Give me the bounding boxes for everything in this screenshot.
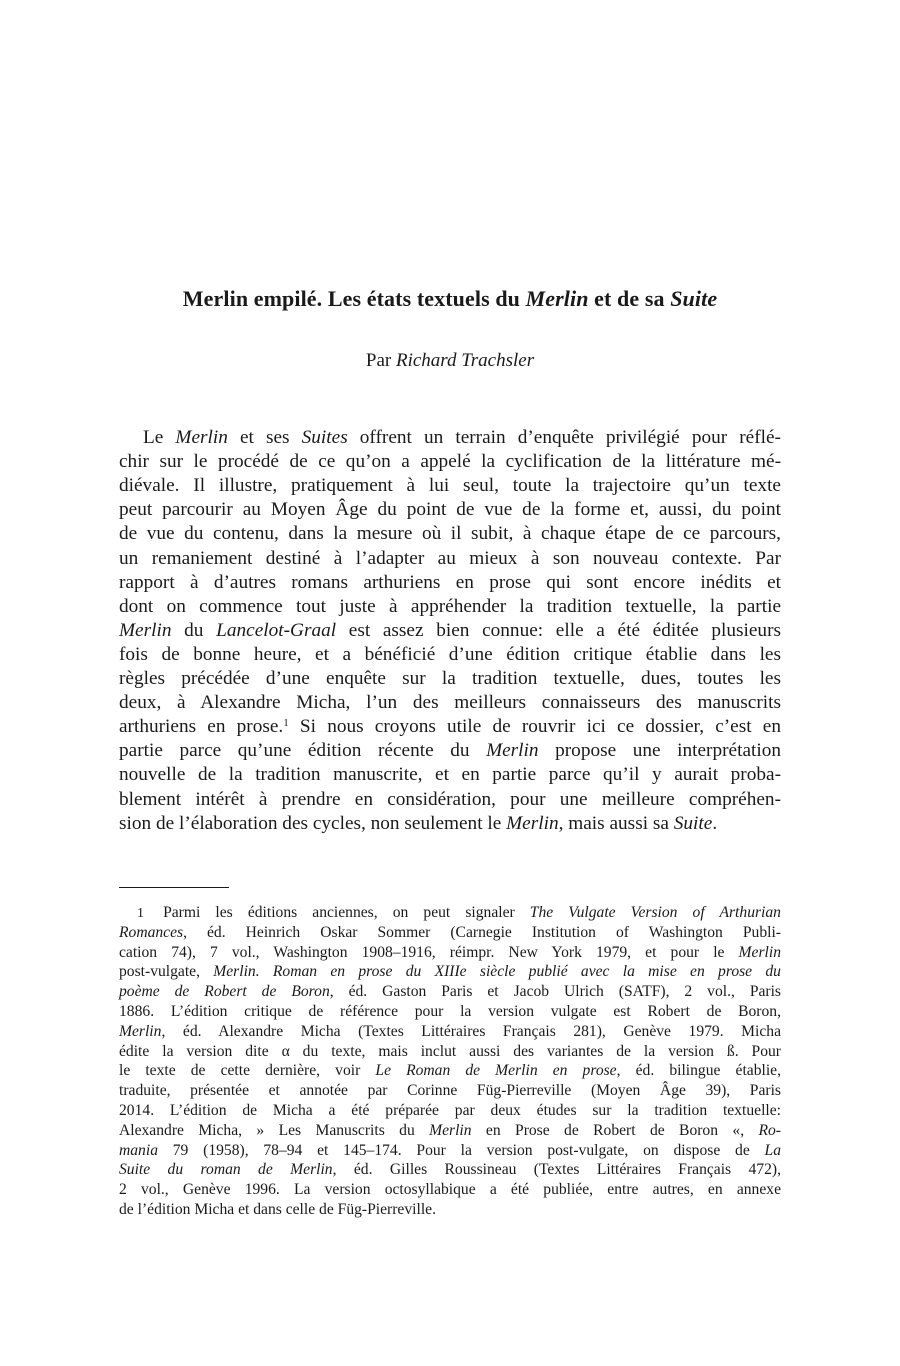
footnote-line (119, 1200, 781, 1220)
title-part-2: et de sa (588, 286, 671, 311)
footnote-line (119, 923, 781, 943)
italic-text: La (764, 1141, 781, 1159)
text-run: Alexandre Micha, » Les Manuscrits du (119, 1121, 430, 1139)
byline-prefix: Par (365, 350, 396, 371)
footnote-reference: 1 (283, 717, 289, 730)
footnote-line (119, 1180, 781, 1200)
italic-text: Lancelot-Graal (216, 619, 337, 641)
text-run: Le (143, 427, 176, 448)
article-title (0, 286, 900, 312)
italic-text: Le Roman de Merlin en prose (375, 1062, 617, 1080)
title-part-1: Merlin empilé. Les états textuels du (182, 286, 526, 311)
footnote-number: 1 (137, 906, 144, 921)
footnote-separator (119, 887, 229, 888)
body-line (119, 498, 781, 522)
italic-text: Merlin (506, 812, 559, 834)
body-line (119, 547, 781, 571)
body-line (119, 522, 781, 546)
text-run: règles précédée d’une enquête sur la tradition textuelle, dues, toutes les (119, 668, 781, 689)
italic-text: Suite (673, 812, 713, 834)
body-line (119, 571, 781, 595)
body-line (119, 812, 781, 836)
italic-text: Suites (301, 427, 348, 448)
footnote-line (119, 1022, 781, 1042)
body-line (143, 426, 781, 450)
text-run: Parmi les éditions anciennes, on peut signaler (148, 904, 530, 921)
body-line (119, 739, 781, 763)
footnote-line (119, 1042, 781, 1062)
italic-text: Merlin (486, 740, 539, 762)
body-line (119, 474, 781, 498)
text-run: 79 (1958), 78–94 et 145–174. Pour la version post-vulgate, on dispose de (157, 1141, 765, 1159)
text-run: de vue du contenu, dans la mesure où il subit, à chaque étape de ce parcours, (119, 523, 781, 545)
italic-text: Merlin (429, 1121, 472, 1139)
text-run: et ses (227, 427, 302, 448)
body-line (119, 667, 781, 691)
footnote-line (119, 1141, 781, 1161)
body-line (119, 691, 781, 715)
italic-text: poème de Robert de Boron (119, 983, 330, 1001)
text-run: peut parcourir au Moyen Âge du point de vue de la forme et, aussi, du point (119, 499, 781, 521)
text-run: en Prose de Robert de Boron «, (471, 1121, 759, 1139)
text-run: diévale. Il illustre, pratiquement à lui seul, toute la trajectoire qu’un texte (119, 475, 781, 497)
text-run: de l’édition Micha et dans celle de Füg-Pierreville. (119, 1201, 436, 1218)
text-run: un remaniement destiné à l’adapter au mieux à son nouveau contexte. Par (119, 547, 781, 569)
footnote-line (119, 1002, 781, 1022)
text-run: Si nous croyons utile de rouvrir ici ce dossier, c’est en (288, 716, 781, 738)
text-run: , mais aussi sa (558, 812, 674, 834)
footnote-line (119, 1101, 781, 1121)
italic-text: Ro- (758, 1121, 781, 1139)
text-run: , éd. Alexandre Micha (Textes Littéraires Français 281), Genève 1979. Micha (161, 1022, 781, 1040)
text-run: . (712, 812, 718, 834)
body-line (119, 643, 781, 667)
text-run: chir sur le procédé de ce qu’on a appelé la cyclification de la littérature mé- (119, 451, 781, 473)
text-run: 1886. L’édition critique de référence pour la version vulgate est Robert de Boron, (119, 1003, 781, 1020)
text-run: offrent un terrain d’enquête privilégié pour réflé- (347, 427, 781, 448)
text-run: fois de bonne heure, et a bénéficié d’une édition critique établie dans les (119, 643, 781, 665)
text-run: le texte de cette dernière, voir (119, 1062, 376, 1080)
body-line (119, 619, 781, 643)
footnote-line (119, 1061, 781, 1081)
text-run: propose une interprétation (538, 740, 781, 762)
text-run: 2 vol., Genève 1996. La version octosyllabique a été publiée, entre autres, en annexe (119, 1181, 781, 1199)
text-run: sion de l’élaboration des cycles, non seulement le (119, 812, 507, 834)
text-run: , éd. Heinrich Oskar Sommer (Carnegie Institution of Washington Publi- (183, 923, 781, 941)
text-run: dont on commence tout juste à appréhender la tradition textuelle, la partie (119, 595, 781, 617)
italic-text: mania (119, 1141, 158, 1159)
footnote-line (119, 1121, 781, 1141)
text-run: édite la version dite α du texte, mais inclut aussi des variantes de la version ß. Pour (119, 1042, 781, 1060)
text-run: deux, à Alexandre Micha, l’un des meilleurs connaisseurs des manuscrits (119, 692, 781, 714)
text-run: , éd. Gilles Roussineau (Textes Littéraires Français 472), (332, 1161, 781, 1179)
text-run: post-vulgate, (119, 963, 214, 981)
footnote-line (119, 1081, 781, 1101)
footnote-line (119, 1160, 781, 1180)
italic-text: Merlin (175, 427, 228, 448)
text-run: , éd. bilingue établie, (616, 1062, 781, 1080)
italic-text: Romances (119, 923, 184, 941)
author-name: Richard Trachsler (395, 350, 535, 371)
text-run: nouvelle de la tradition manuscrite, et en partie parce qu’il y aurait proba- (119, 764, 781, 786)
footnote-line (119, 982, 781, 1002)
italic-text: Merlin (119, 1022, 162, 1040)
text-run: est assez bien connue: elle a été éditée plusieurs (336, 619, 782, 641)
text-run: blement intérêt à prendre en considération, pour une meilleure compréhen- (119, 788, 781, 810)
body-line (119, 715, 781, 739)
title-italic-merlin: Merlin (525, 286, 589, 311)
text-run: cation 74), 7 vol., Washington 1908–1916, réimpr. New York 1979, et pour le (119, 943, 739, 961)
body-line (119, 450, 781, 474)
italic-text: Merlin (119, 619, 172, 641)
text-run: partie parce qu’une édition récente du (119, 740, 487, 762)
text-run: du (171, 619, 217, 641)
italic-text: Merlin (738, 943, 781, 961)
text-run: , éd. Gaston Paris et Jacob Ulrich (SATF), 2 vol., Paris (329, 983, 782, 1001)
body-line (119, 595, 781, 619)
title-italic-suite: Suite (670, 286, 718, 311)
footnote-line (119, 943, 781, 963)
italic-text: Suite du roman de Merlin (119, 1161, 333, 1179)
footnote-line (137, 903, 781, 923)
italic-text: The Vulgate Version of Arthurian (529, 904, 781, 921)
footnote-line (119, 962, 781, 982)
author-byline (0, 350, 900, 372)
body-line (119, 763, 781, 787)
text-run: traduite, présentée et annotée par Corinne Füg-Pierreville (Moyen Âge 39), Paris (119, 1082, 781, 1100)
text-run: 2014. L’édition de Micha a été préparée par deux études sur la tradition textuelle: (119, 1102, 781, 1119)
text-run: arthuriens en prose. (119, 716, 284, 738)
body-line (119, 788, 781, 812)
text-run: rapport à d’autres romans arthuriens en prose qui sont encore inédits et (119, 571, 781, 593)
italic-text: Merlin. Roman en prose du XIIIe siècle publié avec la mise en prose du (213, 963, 781, 981)
